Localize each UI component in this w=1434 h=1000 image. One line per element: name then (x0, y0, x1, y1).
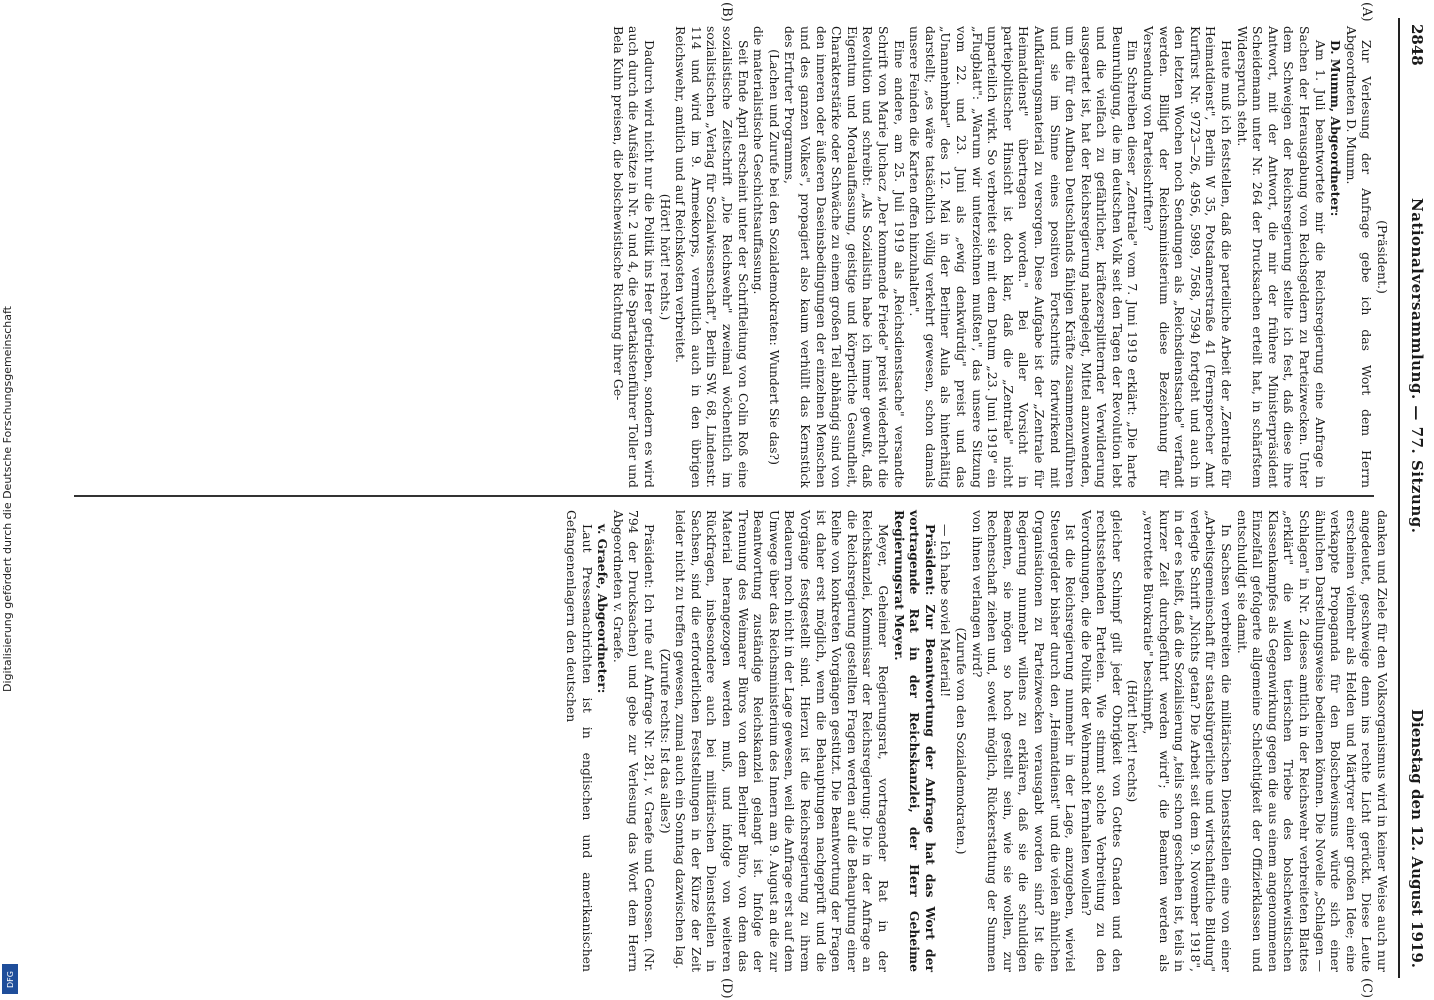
left-column (610, 26, 1390, 488)
margin-marker-d: (D) (719, 978, 734, 999)
paragraph: Am 1. Juli beantwortete mir die Reichsregierung eine Anfrage in Sachen der Herausgabung von Reichsgeldern zu Parteizwecken. Unter dem Schweigen der Reichsregierung stellte ich fest, daß diese ihre Antwort, mit der Antwort, die mir der frühere Ministerpräsident Scheidemann unter Nr. 264 der Drucksachen erteilt hat, in schärfstem Widerspruch steht. (1234, 26, 1328, 488)
dfg-logo-icon: DFG (2, 964, 18, 994)
speaker-heading: D. Mumm, Abgeordneter: (1328, 40, 1344, 217)
speaker-paragraph: Meyer, Geheimer Regierungsrat, vortragender Rat in der Reichskanzlei, Kommissar der Reichsregierung: Die in der Anfrage an die Reichsregierung gestellten Fragen werden auf die Behauptung einer Reihe von konkreten Vorgängen gestützt. Die Beantwortung der Fragen ist daher erst möglich, wenn die Behauptungen nachgeprüft und die Vorgänge festgestellt sind. Hierzu ist die Reichsregierung zu ihrem Bedauern noch nicht in der Lage gewesen, weil die Anfrage erst auf dem Umwege über das Reichsministerium des Innern am 9. August an die zur Beantwortung zuständige Reichskanzlei gelangt ist. Infolge der Trennung des Weimarer Büros von dem Berliner Büro, von dem das Material herangezogen werden muß, und infolge von weiteren Rückfragen, insbesondere auch bei militärischen Dienststellen in Sachsen, sind die erforderlichen Feststellungen in der Kürze der Zeit leider nicht zu treffen gewesen, zumal auch ein Sonntag dazwischen lag. (673, 510, 891, 972)
paragraph: Ein Schreiben dieser „Zentrale" vom 7. Juni 1919 erklärt: „Die harte Beunruhigung, die im deutschen Volk seit den Tagen der Revolution lebt und die vielfach zu gefährlicher, kräftezersplitternder Verwilderung ausgeartet ist, hat der Reichsregierung nahegelegt, Mittel anzuwenden, um die für den Aufbau Deutschlands fähigen Kräfte zusammenzuführen und sie im Sinne eines positiven Fortschritts fortwirkend mit Aufklärungsmaterial zu versorgen. Diese Aufgabe ist der „Zentrale für Heimatdienst" übertragen worden." Bei aller Vorsicht in parteipolitischer Hinsicht ist doch klar, daß die „Zentrale" nicht unparteilich wirkt. So verbreitet sie mit dem Datum „23. Juni 1919" ein „Flugblatt": „Warum wir unterzeichnen mußten", das unsere Sitzung vom 22. und 23. Juni als „ewig denkwürdig" preist und das „Unannehmbar" des 12. Mai in der Berliner Aula als hinterhältig darstellt; „es wäre tatsächlich völlig verkehrt gewesen, schon damals unsere Feinden die Karten offen hinzuhalten". (907, 26, 1141, 488)
paragraph: Heute muß ich feststellen, daß die parteiliche Arbeit der „Zentrale für Heimatdienst", Berlin W 35, Potsdamerstraße 41 (Fernsprecher Amt Kurfürst Nr. 9723—26, 4956, 5989, 7568, 7594) fortgeht und auch in den letzten Wochen noch Sendungen als „Reichsdienstsache" verfandt werden. Billigt der Reichsministerium diese Bezeichnung für Versendung von Parteischriften? (1141, 26, 1235, 488)
interjection: (Hört! hört! rechts) (1125, 679, 1141, 803)
speaker-paragraph: Präsident: Ich rufe auf Anfrage Nr. 281, v. Graefe und Genossen. (Nr. 794 der Drucksachen) und gebe zur Verlesung das Wort dem Herrn Abgeordneten v. Graefe. (610, 510, 658, 972)
interjection: (Lachen und Zurufe bei den Sozialdemokraten: Wundert Sie das?) (766, 49, 782, 465)
column-divider (74, 495, 1374, 497)
margin-marker-a: (A) (1359, 2, 1374, 22)
paragraph: Zur Verlesung der Anfrage gebe ich das Wort dem Herrn Abgeordneten D. Mumm. (1343, 26, 1375, 488)
interjection: (Zurufe rechts: Ist das alles?) (657, 648, 673, 834)
credit-text: Digitalisierung gefördert durch die Deutsche Forschungsgemeinschaft (1, 306, 14, 692)
paragraph: Ist die Reichsregierung nunmehr in der Lage, anzugeben, wieviel Steuergelder bisher durch den „Heimatdienst" und die vielen ähnlichen Organisationen zu Parteizwecken verausgabt worden sind? Ist die Regierung nunmehr willens zu erklären, daß sie die schuldigen Beamten, sie mögen so hoch gestellt sein, wie sie wollen, zur Rechenschaft ziehen und, soweit möglich, Rückerstattung der Summen von ihnen verlangen wird? (969, 510, 1079, 972)
paragraph: Dadurch wird nicht nur die Politik ins Heer getrieben, sondern es wird auch durch die Aufsätze in Nr. 2 und 4, die Spartakistenführer Toller und Bela Kuhn preisen, die bolschewistische Richtung ihrer Ge- (610, 26, 658, 488)
margin-marker-b: (B) (719, 2, 734, 22)
paragraph: Seit Ende April erscheint unter der Schriftleitung von Colin Roß eine sozialistische Zeitschrift „Die Reichswehr" zweimal wöchentlich im sozialistischen „Verlag für Sozialwissenschaft", Berlin SW. 68, Lindenstr. 114 und wird im 9. Armeekorps, vermutlich auch in den übrigen Reichswehr, amtlich und auf Reichskosten verbreitet. (673, 26, 751, 488)
paragraph: gleicher Schimpf gilt jeder Obrigkeit von Gottes Gnaden und den rechtsstehenden Parteien. Wie stimmt solche Verbreitung zu den Verordnungen, die die Politik der Wehrmacht fernhalten wollen? (1078, 510, 1125, 972)
speaker-heading: (Präsident.) (1375, 220, 1390, 294)
page-header (1402, 18, 1434, 978)
document-page (39, 0, 1434, 1000)
page-number: 2848 (1408, 24, 1426, 66)
speaker-heading: v. Graefe, Abgeordneter: (595, 524, 611, 694)
speaker-paragraph: Präsident: Zur Beantwortung der Anfrage hat das Wort der vortragende Rat in der Reichskanzlei, der Herr Geheime Regierungsrat Meyer. (891, 510, 938, 972)
paragraph: die materialistische Geschichtsauffassung. (751, 26, 767, 295)
paragraph: Eine andere, am 25. Juli 1919 als „Reichsdienstsache" versandte Schrift von Marie Juchacz „Der kommende Friede" preist wiederholt die Revolution und schreibt: „Als Sozialistin habe ich immer gewußt, daß Eigentum und Moralauffassung, geistige und körperliche Gesundheit, Charakterstärke oder Schwäche zu einem großen Teil abhängig sind von den inneren oder äußeren Daseinsbedingungen der einzelnen Menschen und des ganzen Volkes", propagiert also kaum verhüllt das Kernstück des Erfurter Programms, (782, 26, 907, 488)
interjection: (Zurufe von den Sozialdemokraten.) (953, 627, 969, 855)
interjection: (Hört! hört! rechts.) (657, 193, 673, 321)
right-column (564, 510, 1390, 972)
paragraph: — Ich habe soviel Material! (938, 524, 954, 698)
margin-marker-c: (C) (1359, 978, 1374, 999)
digitization-credit (0, 0, 22, 1000)
session-date: Dienstag den 12. August 1919. (1408, 709, 1426, 968)
paragraph: Laut Pressenachrichten ist in englischen und amerikanischen Gefangenenlagern den deutschen (564, 510, 595, 972)
paragraph: danken und Ziele für den Volksorganismus wird in keiner Weise auch nur angedeutet, geschweige denn ins rechte Licht gerückt. Diese Leute erscheinen vielmehr als Helden und Märtyrer einer großen Idee; eine verkappte Propaganda für den Bolschewismus würde sich einer ähnlichen Darstellungsweise bedienen können. Die Novelle „Schlagen — Schlagen" in Nr. 2 dieses amtlich in der Reichswehr verbreiteten Blattes „erklärt" die wilden tierischen Triebe des bolschewistischen Klassenkampfes als Gegenwirkung gegen die aus einem angenommenen Einzelfall gefolgerte allgemeine Schlechtigkeit der Offizierklassen und entschuldigt sie damit. (1234, 510, 1390, 972)
header-rule (1398, 18, 1400, 978)
paragraph: In Sachsen verbreiten die militärischen Dienststellen eine von einer „Arbeitsgemeinschaft für staatsbürgerliche und wirtschaftliche Bildung" verlegte Schrift „Nichts getan? Die Arbeit seit dem 9. November 1918", in der es heißt, daß die Sozialisierung „teils schon geschehen ist, teils in kurzer Zeit durchgeführt werden wird"; die Beamten werden als „verrottete Bürokratie" beschimpft, (1141, 510, 1235, 972)
session-title: Nationalversammlung. — 77. Sitzung. (1408, 198, 1426, 534)
